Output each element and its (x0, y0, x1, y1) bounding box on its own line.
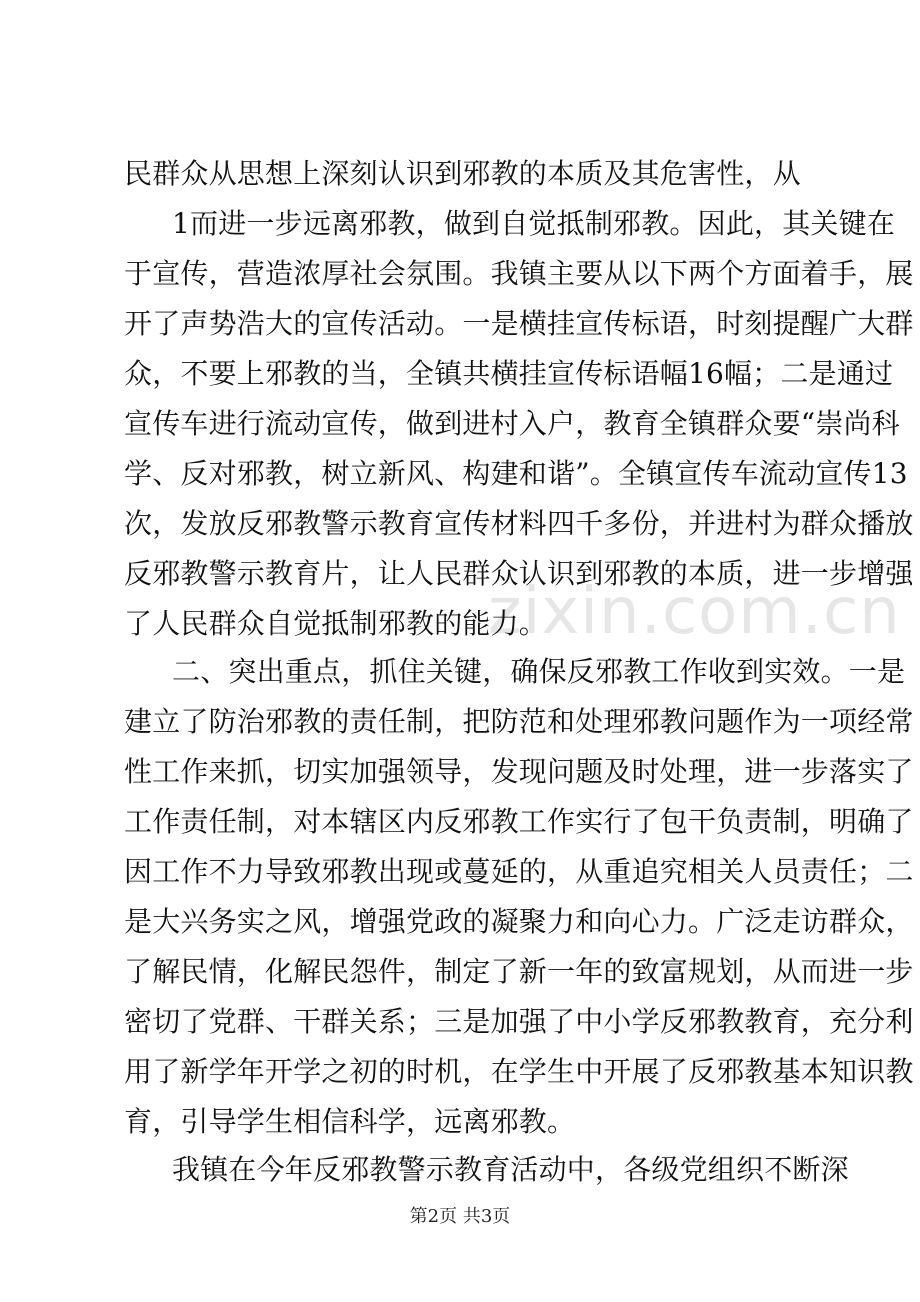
text-line: 因工作不力导致邪教出现或蔓延的，从重追究相关人员责任；二 (124, 855, 914, 888)
text-line: 了解民情，化解民怨件，制定了新一年的致富规划，从而进一步 (124, 955, 914, 988)
text-line: 众，不要上邪教的当，全镇共横挂宣传标语幅16幅；二是通过 (124, 357, 894, 390)
text-line: 了人民群众自觉抵制邪教的能力。 (124, 607, 548, 640)
text-line: 育，引导学生相信科学，远离邪教。 (124, 1105, 576, 1138)
page-footer: 第2页 共3页 (409, 1206, 511, 1227)
text-line: 宣传车进行流动宣传，做到进村入户，教育全镇群众要“崇尚科 (124, 407, 900, 440)
text-line: 建立了防治邪教的责任制，把防范和处理邪教问题作为一项经常 (124, 705, 914, 738)
text-line: 开了声势浩大的宣传活动。一是横挂宣传标语，时刻提醒广大群 (124, 307, 914, 340)
text-line: 密切了党群、干群关系；三是加强了中小学反邪教教育，充分利 (124, 1005, 914, 1038)
text-line: 民群众从思想上深刻认识到邪教的本质及其危害性，从 (124, 157, 801, 190)
text-line: 二、突出重点，抓住关键，确保反邪教工作收到实效。一是 (172, 655, 906, 688)
watermark: zixin.com.cn (488, 575, 901, 649)
text-line: 反邪教警示教育片，让人民群众认识到邪教的本质，进一步增强 (124, 557, 914, 590)
text-line: 是大兴务实之风，增强党政的凝聚力和向心力。广泛走访群众， (124, 905, 914, 938)
text-line: 于宣传，营造浓厚社会氛围。我镇主要从以下两个方面着手，展 (124, 257, 914, 290)
text-line: 工作责任制，对本辖区内反邪教工作实行了包干负责制，明确了 (124, 805, 914, 838)
text-line: 次，发放反邪教警示教育宣传材料四千多份，并进村为群众播放 (124, 507, 914, 540)
text-line: 用了新学年开学之初的时机，在学生中开展了反邪教基本知识教 (124, 1055, 914, 1088)
text-line: 学、反对邪教，树立新风、构建和谐”。全镇宣传车流动宣传13 (124, 457, 908, 490)
text-line: 性工作来抓，切实加强领导，发现问题及时处理，进一步落实了 (124, 755, 914, 788)
text-line: 我镇在今年反邪教警示教育活动中，各级党组织不断深 (172, 1153, 849, 1186)
text-line: 1而进一步远离邪教，做到自觉抵制邪教。因此，其关键在 (172, 207, 896, 240)
